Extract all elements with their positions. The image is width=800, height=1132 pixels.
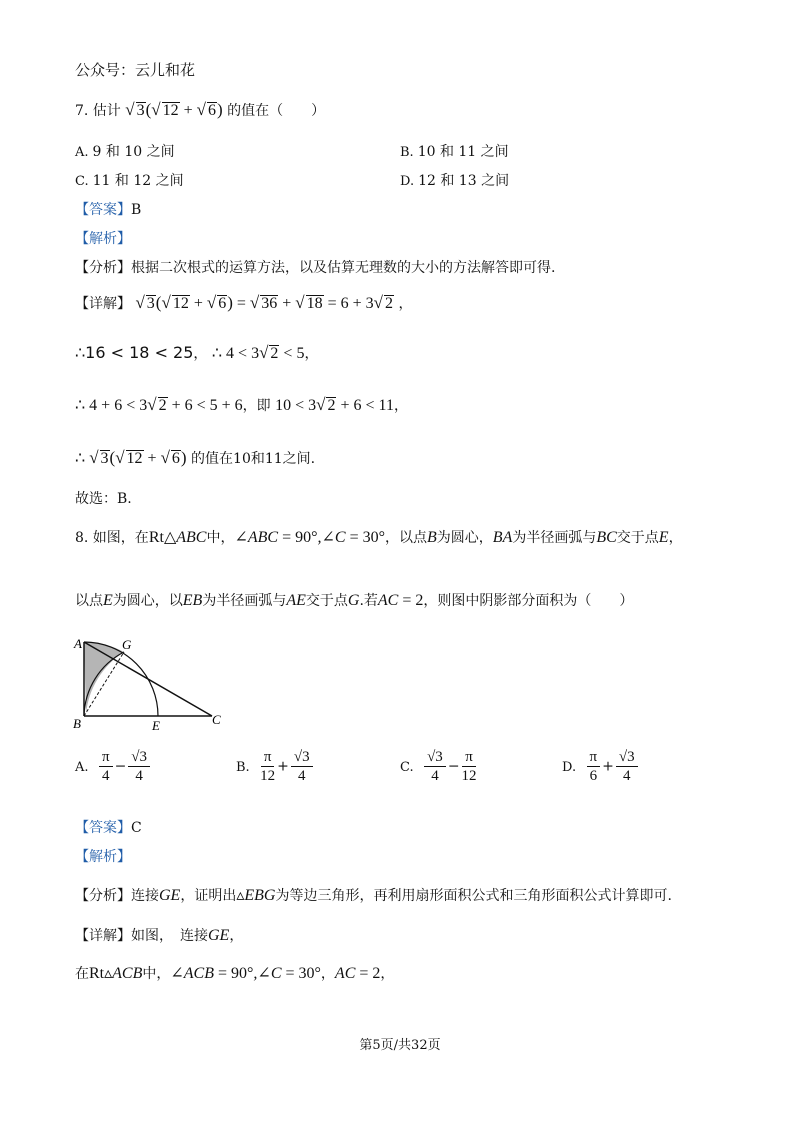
q7-detail-line3: ∴ 4 + 6 < 3√ 2 + 6 < 5 + 6，即 10 < 3√ 2 + 6 < 11，	[75, 395, 408, 414]
q8-detail-line1: 【详解】如图， 连接GE，	[75, 927, 244, 944]
label-e: E	[152, 718, 160, 732]
label-g: G	[122, 637, 132, 652]
label-b: B	[73, 716, 81, 731]
q7-detail-line1: 【详解】 √ 3(√ 12 + √ 6) = √ 36 + √ 18 = 6 + 3√ 2 ，	[75, 293, 413, 312]
q7-option-b: B. 10 和 11 之间	[400, 144, 509, 160]
q7-answer: 【答案】B	[75, 202, 142, 218]
page-footer: 第5页/共32页	[359, 1038, 441, 1053]
q7-option-a: A. 9 和 10 之间	[75, 144, 175, 160]
q8-option-a: A. $\frac{\pi}{4}$ − $\frac{√3}{4}$	[75, 748, 152, 785]
q8-stem-line2: 以点E为圆心，以EB为半径画弧与AE交于点G.若AC = 2，则图中阴影部分面积为（ ）	[75, 592, 634, 609]
q7-stem: 7. 估计 √ 3(√ 12 + √ 6) 的值在（ ）	[75, 100, 326, 119]
q8-answer: 【答案】C	[75, 820, 142, 836]
q7-analysis-tag: 【解析】	[75, 231, 131, 247]
label-a: A	[74, 636, 82, 651]
q8-option-c: C. $\frac{√3}{4}$ − $\frac{\pi}{12}$	[400, 749, 477, 784]
q8-option-b: B. $\frac{\pi}{12}$ + $\frac{√3}{4}$	[236, 748, 315, 785]
label-c: C	[212, 712, 221, 727]
q7-option-c: C. 11 和 12 之间	[75, 173, 184, 189]
q7-detail-line4: ∴ √ 3(√ 12 + √ 6) 的值在10和11之间.	[75, 448, 316, 467]
q8-detail-line2: 在Rt▵ACB中，∠ACB = 90°,∠C = 30°，AC = 2，	[75, 965, 395, 982]
q7-conclusion: 故选：B.	[75, 491, 132, 507]
q8-analysis-tag: 【解析】	[75, 849, 131, 865]
q8-figure	[70, 632, 230, 732]
q7-detail-line2: ∴16 < 18 < 25， ∴ 4 < 3√ 2 < 5，	[75, 343, 319, 362]
q7-lead: 7. 估计	[75, 103, 121, 119]
q7-tail: 的值在（ ）	[227, 103, 326, 119]
q8-fenxi: 【分析】连接GE，证明出▵EBG为等边三角形，再利用扇形面积公式和三角形面积公式计算即可.	[75, 887, 672, 904]
q8-option-d: D. $\frac{\pi}{6}$ + $\frac{√3}{4}$	[562, 748, 640, 785]
q7-fenxi: 【分析】根据二次根式的运算方法，以及估算无理数的大小的方法解答即可得.	[75, 260, 556, 276]
q7-option-d: D. 12 和 13 之间	[400, 173, 510, 189]
header-text: 公众号：云儿和花	[75, 61, 196, 79]
q8-stem-line1: 8. 如图，在Rt△ABC中，∠ABC = 90°,∠C = 30°，以点B为圆心，BA为半径画弧与BC交于点E，	[75, 529, 683, 546]
